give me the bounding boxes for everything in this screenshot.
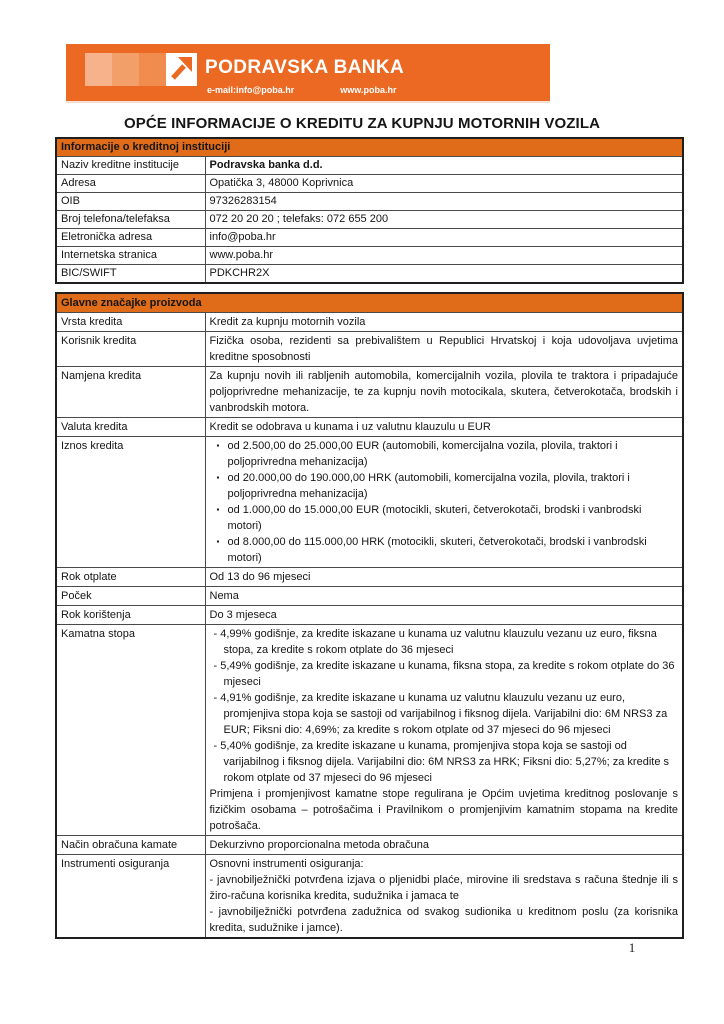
table-header-row [56,293,683,313]
row-label: Broj telefona/telefaksa [56,211,205,229]
row-label: Način obračuna kamate [56,836,205,855]
dash-item: - 4,99% godišnje, za kredite iskazane u kunama uz valutnu klauzulu vezanu uz euro, fiksna stopa, za kredite s rokom otplate do 36 mjeseci [213,628,657,656]
table-row [56,855,683,939]
row-label: OIB [56,193,205,211]
row-label: Valuta kredita [56,418,205,437]
logo-square-dark [139,53,166,86]
row-label: Rok korištenja [56,606,205,625]
table-row [56,587,683,606]
table-row [56,313,683,332]
dash-item: - 4,91% godišnje, za kredite iskazane u kunama uz valutnu klauzulu vezanu uz euro, promjenjiva stopa koja se sastoji od varijabilnog i fiksnog dijela. Varijabilni dio: 6M NRS3 za EUR; Fiksni dio: 4,69%; za kredite s rokom otplate od 37 mjeseci do 96 mjeseci [213,692,668,736]
row-label: Iznos kredita [56,437,205,568]
table-row [56,437,683,568]
row-label: Korisnik kredita [56,332,205,367]
table-header-row [56,138,683,157]
table-row [56,247,683,265]
table-row [56,332,683,367]
table-row [56,625,683,836]
row-label: Internetska stranica [56,247,205,265]
dash-item: - 5,49% godišnje, za kredite iskazane u kunama, fiksna stopa, za kredite s rokom otplate do 36 mjeseci [213,660,675,688]
paragraph: Osnovni instrumenti osiguranja: [209,858,364,870]
row-label: Kamatna stopa [56,625,205,836]
table-row [56,568,683,587]
row-value: Od 13 do 96 mjeseci [205,568,683,587]
row-label: Rok otplate [56,568,205,587]
logo-square-light [85,53,112,86]
bullet-text: od 1.000,00 do 15.000,00 EUR (motocikli, skuteri, četverokotači, brodski i vanbrodski motori) [227,504,642,532]
row-value: PDKCHR2X [205,265,683,284]
bullet-item [210,470,679,502]
table-row [56,418,683,437]
dash-item: - 5,40% godišnje, za kredite iskazane u kunama, promjenjiva stopa koja se sastoji od varijabilnog i fiksnog dijela. Varijabilni dio: 6M NRS3 za HRK; Fiksni dio: 5,27%; za kredite s rokom otplate od 37 mjeseci do 96 mjeseci [213,740,669,784]
document-title: OPĆE INFORMACIJE O KREDITU ZA KUPNJU MOTORNIH VOZILA [123,115,601,132]
bullet-item [210,438,679,470]
row-value: Podravska banka d.d. [205,157,683,175]
row-label: Adresa [56,175,205,193]
bullet-icon: ▪ [216,441,220,450]
bullet-item [210,502,679,534]
row-value: Kredit za kupnju motornih vozila [205,313,683,332]
table-row [56,606,683,625]
table-section-header: Informacije o kreditnoj instituciji [56,138,683,157]
row-value: info@poba.hr [205,229,683,247]
bullet-icon: ▪ [216,537,220,546]
table-row [56,193,683,211]
bullet-text: od 2.500,00 do 25.000,00 EUR (automobili, komercijalna vozila, plovila, traktori i poljoprivredna mehanizacija) [227,440,618,468]
bank-email: e-mail:info@poba.hr [207,85,295,95]
row-value: Opatička 3, 48000 Koprivnica [205,175,683,193]
paragraph: - javnobilježnički potvrđena zadužnica od svakog sudionika u kreditnom poslu (za korisnika kredita, sudužnike i jamce). [209,906,678,934]
bank-website: www.poba.hr [340,85,397,95]
table-row [56,367,683,418]
table-section-header: Glavne značajke proizvoda [56,293,683,313]
row-label: BIC/SWIFT [56,265,205,284]
row-value: www.poba.hr [205,247,683,265]
row-label: Eletronička adresa [56,229,205,247]
row-label: Vrsta kredita [56,313,205,332]
page-number: 1 [628,940,636,955]
table-row [56,157,683,175]
table-row [56,265,683,284]
table-row [56,229,683,247]
credit-institution-table [55,137,684,284]
row-value: 072 20 20 20 ; telefaks: 072 655 200 [205,211,683,229]
row-value: Kredit se odobrava u kunama i uz valutnu klauzulu u EUR [205,418,683,437]
row-value: 97326283154 [205,193,683,211]
bank-arrow-logo-icon [166,53,197,86]
bullet-icon: ▪ [216,473,220,482]
bullet-text: od 8.000,00 do 115.000,00 HRK (motocikli, skuteri, četverokotači, brodski i vanbrodski motori) [227,536,647,564]
table-row [56,836,683,855]
bullet-icon: ▪ [216,505,220,514]
row-value: Za kupnju novih ili rabljenih automobila, komercijalnih vozila, plovila te traktora i pripadajuće poljoprivredne mehanizacije, te za kupnju novih motocikala, skutera, četverokotača, brodskih i vanbrodskih motora. [205,367,683,418]
bank-logo-banner [66,44,550,101]
bullet-text: od 20.000,00 do 190.000,00 HRK (automobili, komercijalna vozila, plovila, traktori i poljoprivredna mehanizacija) [227,472,630,500]
row-value: Do 3 mjeseca [205,606,683,625]
bank-name: PODRAVSKA BANKA [205,57,405,78]
row-label: Namjena kredita [56,367,205,418]
row-label: Instrumenti osiguranja [56,855,205,939]
row-label: Naziv kreditne institucije [56,157,205,175]
row-label: Poček [56,587,205,606]
row-value [205,437,683,568]
paragraph: - javnobilježnički potvrđena izjava o pljenidbi plaće, mirovine ili sredstava s računa štednje ili s žiro-računa korisnika kredita, sudužnika i jamaca te [209,874,678,902]
bank-contacts [207,85,396,95]
table-row [56,211,683,229]
product-features-table [55,292,684,939]
bullet-item [210,534,679,566]
row-value [205,625,683,836]
banner-shadow-line [66,101,550,103]
row-value: Fizička osoba, rezidenti sa prebivalištem u Republici Hrvatskoj i koja udovoljava uvjetima kreditne sposobnosti [205,332,683,367]
table-row [56,175,683,193]
logo-square-medium [112,53,139,86]
row-value: Dekurzivno proporcionalna metoda obračuna [205,836,683,855]
rate-regulation-note: Primjena i promjenjivost kamatne stope regulirana je Općim uvjetima kreditnog poslovanje s fizičkim osobama – potrošačima i Pravilnikom o promjenjivim kamatnim stopama na kredite potrošača. [209,788,678,832]
row-value [205,855,683,939]
row-value: Nema [205,587,683,606]
